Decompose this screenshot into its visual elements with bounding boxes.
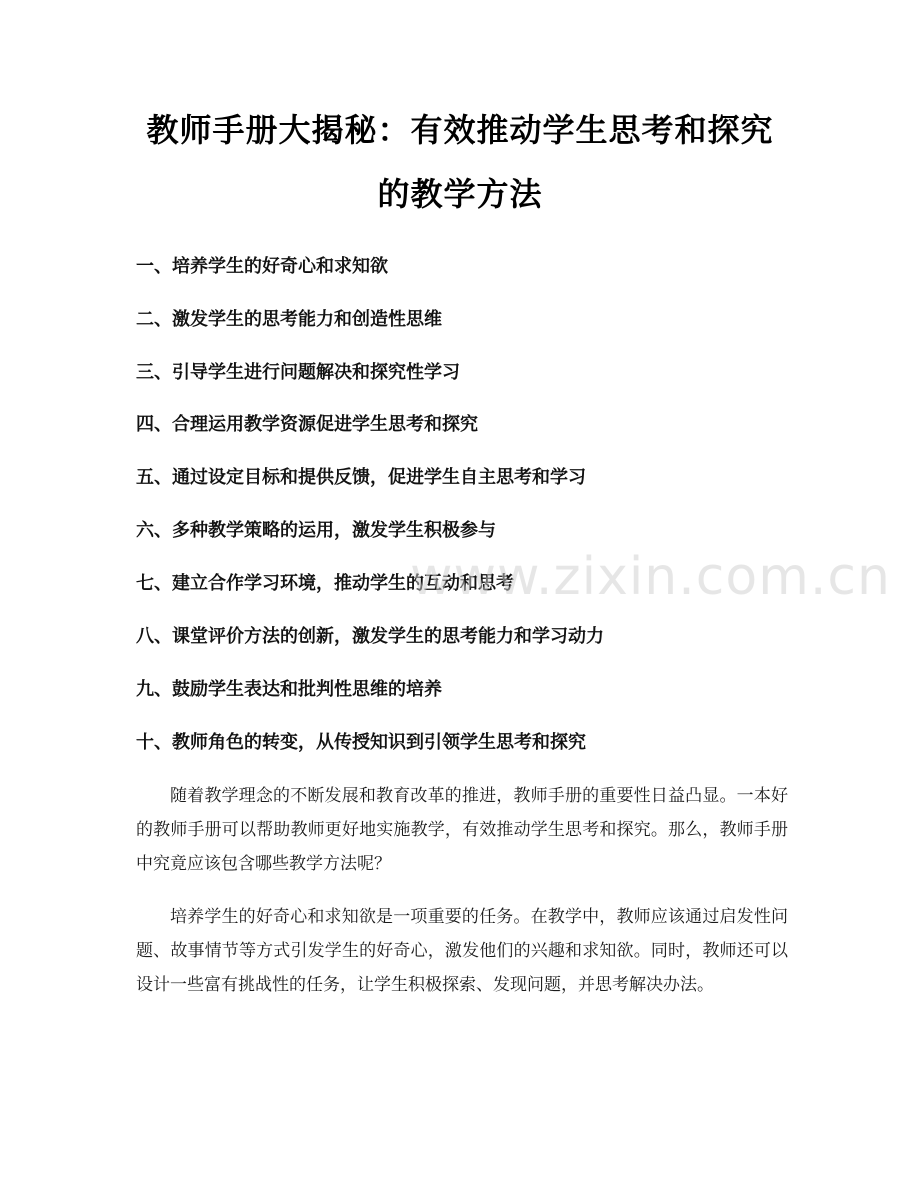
toc-item-1: 一、培养学生的好奇心和求知欲: [136, 256, 388, 277]
body-paragraph: 随着教学理念的不断发展和教育改革的推进，教师手册的重要性日益凸显。一本好的教师手册可以帮助教师更好地实施教学，有效推动学生思考和探究。那么，教师手册中究竟应该包含哪些教学方法呢？: [136, 786, 788, 874]
toc-item-3: 三、引导学生进行问题解决和探究性学习: [136, 362, 460, 383]
document-title-line-2: 的教学方法: [377, 175, 543, 213]
document-title-line-1: 教师手册大揭秘：有效推动学生思考和探究: [146, 111, 774, 149]
body-paragraph: 培养学生的好奇心和求知欲是一项重要的任务。在教学中，教师应该通过启发性问题、故事情节等方式引发学生的好奇心，激发他们的兴趣和求知欲。同时，教师还可以设计一些富有挑战性的任务，让学生积极探索、发现问题，并思考解决办法。: [136, 907, 788, 995]
toc-item-10: 十、教师角色的转变，从传授知识到引领学生思考和探究: [136, 732, 586, 753]
watermark: www.zixin.com.cn: [410, 547, 891, 607]
toc-item-8: 八、课堂评价方法的创新，激发学生的思考能力和学习动力: [136, 626, 604, 647]
toc-item-9: 九、鼓励学生表达和批判性思维的培养: [136, 679, 442, 700]
toc-item-5: 五、通过设定目标和提供反馈，促进学生自主思考和学习: [136, 467, 586, 488]
toc-item-2: 二、激发学生的思考能力和创造性思维: [136, 309, 442, 330]
toc-item-4: 四、合理运用教学资源促进学生思考和探究: [136, 414, 478, 435]
toc-item-6: 六、多种教学策略的运用，激发学生积极参与: [136, 520, 496, 541]
toc-item-7: 七、建立合作学习环境，推动学生的互动和思考: [136, 573, 514, 594]
